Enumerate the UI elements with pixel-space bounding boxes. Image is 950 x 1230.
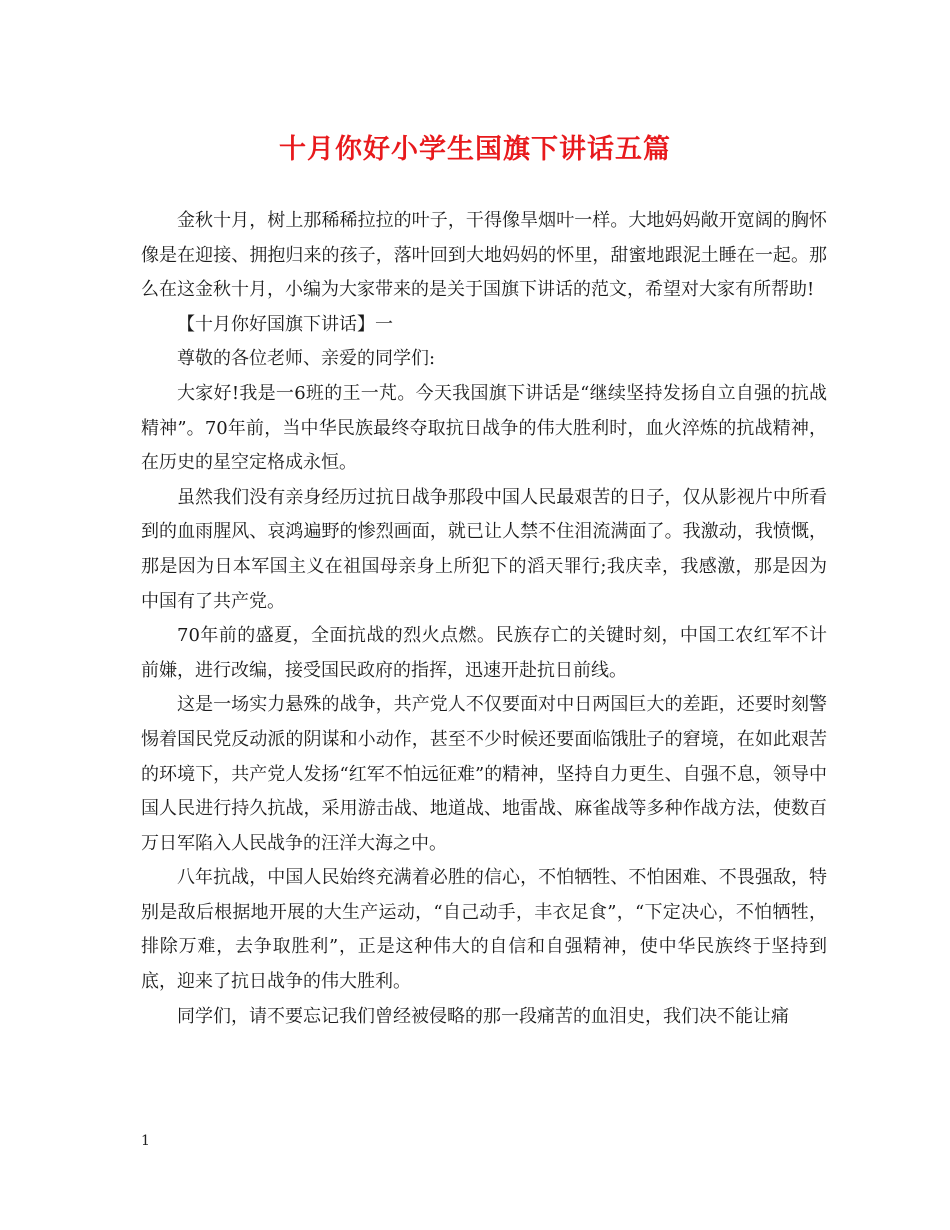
paragraph: 虽然我们没有亲身经历过抗日战争那段中国人民最艰苦的日子，仅从影视片中所看到的血雨腥风、哀鸿遍野的惨烈画面，就已让人禁不住泪流满面了。我激动，我愤慨，那是因为日本军国主义在祖国母亲身上所犯下的滔天罪行;我庆幸，我感激，那是因为中国有了共产党。 [141,486,827,612]
paragraph: 这是一场实力悬殊的战争，共产党人不仅要面对中日两国巨大的差距，还要时刻警惕着国民党反动派的阴谋和小动作，甚至不少时候还要面临饿肚子的窘境，在如此艰苦的环境下，共产党人发扬“红军不怕远征难”的精神，坚持自力更生、自强不息，领导中国人民进行持久抗战，采用游击战、地道战、地雷战、麻雀战等多种作战方法，使数百万日军陷入人民战争的汪洋大海之中。 [141,694,827,854]
paragraph: 八年抗战，中国人民始终充满着必胜的信心，不怕牺牲、不怕困难、不畏强敌，特别是敌后根据地开展的大生产运动，“自己动手，丰衣足食”，“下定决心，不怕牺牲，排除万难，去争取胜利”，正是这种伟大的自信和自强精神，使中华民族终于坚持到底，迎来了抗日战争的伟大胜利。 [141,867,827,993]
paragraph-intro: 金秋十月，树上那稀稀拉拉的叶子，干得像旱烟叶一样。大地妈妈敞开宽阔的胸怀像是在迎接、拥抱归来的孩子，落叶回到大地妈妈的怀里，甜蜜地跟泥土睡在一起。那么在这金秋十月，小编为大家带来的是关于国旗下讲话的范文，希望对大家有所帮助! [141,210,827,301]
paragraph: 同学们，请不要忘记我们曾经被侵略的那一段痛苦的血泪史，我们决不能让痛 [177,1005,789,1027]
document-title: 十月你好小学生国旗下讲话五篇 [279,134,671,165]
paragraph: 大家好!我是一6班的王一芃。今天我国旗下讲话是“继续坚持发扬自立自强的抗战精神”。70年前，当中华民族最终夺取抗日战争的伟大胜利时，血火淬炼的抗战精神，在历史的星空定格成永恒。 [141,382,827,474]
page-number: 1 [141,1133,150,1149]
salutation: 尊敬的各位老师、亲爱的同学们: [177,348,436,370]
paragraph: 70年前的盛夏，全面抗战的烈火点燃。民族存亡的关键时刻，中国工农红军不计前嫌，进行改编，接受国民政府的指挥，迅速开赴抗日前线。 [141,625,827,681]
document-body [141,204,827,1034]
section-heading: 【十月你好国旗下讲话】一 [177,313,393,335]
